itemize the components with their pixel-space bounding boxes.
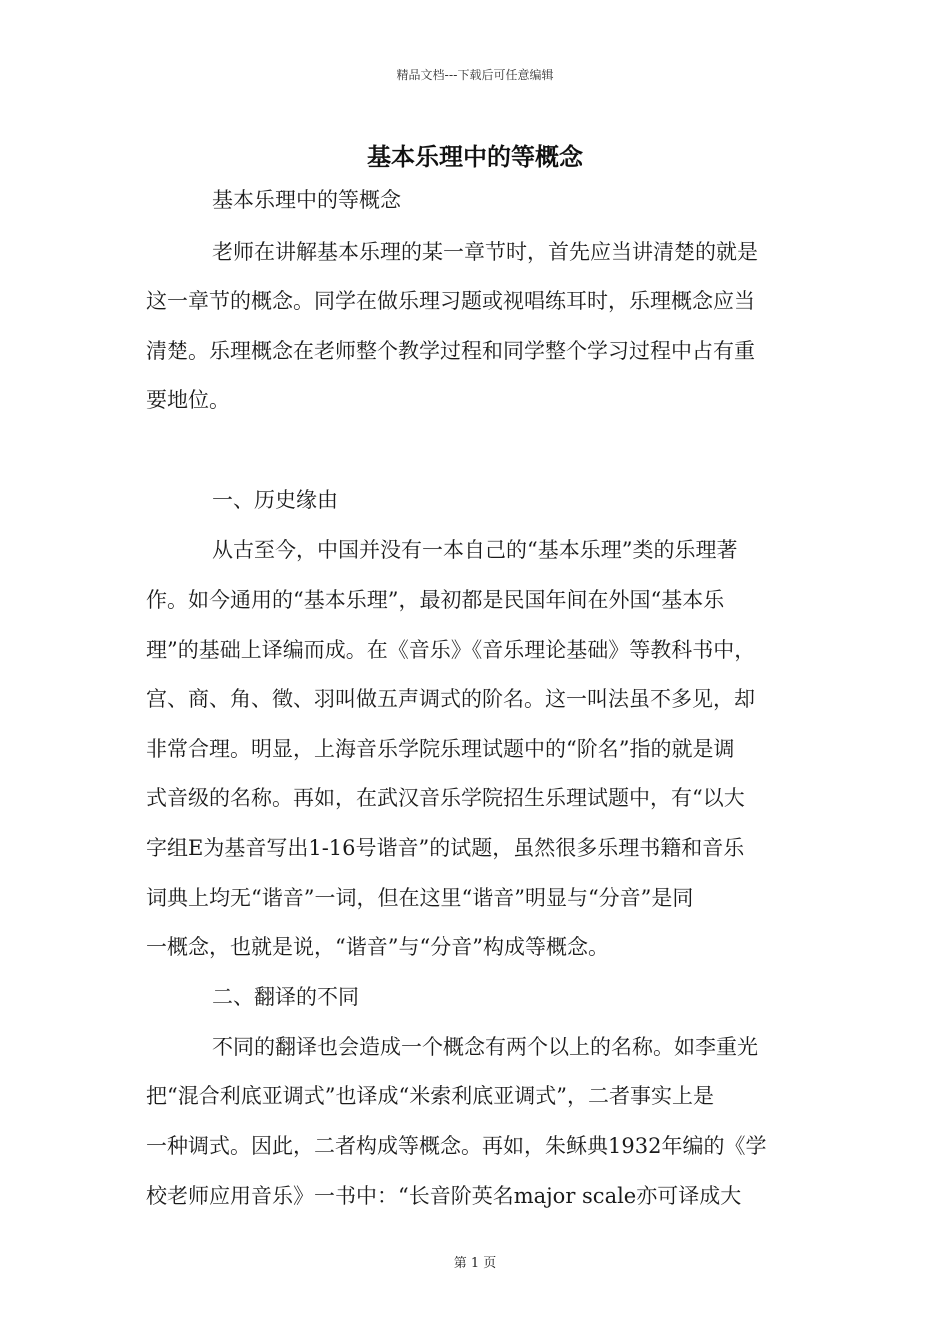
paragraph-line: 宫、商、角、徵、羽叫做五声调式的阶名。这一叫法虽不多见，却 xyxy=(146,687,755,711)
paragraph-line: 一概念，也就是说，“谐音”与“分音”构成等概念。 xyxy=(146,935,609,959)
paragraph-line: 一种调式。因此，二者构成等概念。再如，朱稣典1932年编的《学 xyxy=(146,1134,767,1158)
header-note: 精品文档---下载后可任意编辑 xyxy=(396,68,554,82)
paragraph-line: 把“混合利底亚调式”也译成“米索利底亚调式”，二者事实上是 xyxy=(146,1084,714,1108)
paragraph-line: 校老师应用音乐》一书中：“长音阶英名major scale亦可译成大 xyxy=(146,1184,742,1208)
paragraph-line: 字组E为基音写出1-16号谐音”的试题，虽然很多乐理书籍和音乐 xyxy=(146,836,745,860)
paragraph-line: 清楚。乐理概念在老师整个教学过程和同学整个学习过程中占有重 xyxy=(146,339,755,363)
paragraph-line: 要地位。 xyxy=(146,388,230,412)
paragraph-line: 理”的基础上译编而成。在《音乐》《音乐理论基础》等教科书中， xyxy=(146,638,756,662)
paragraph-line: 词典上均无“谐音”一词，但在这里“谐音”明显与“分音”是同 xyxy=(146,886,694,910)
section-heading: 二、翻译的不同 xyxy=(212,985,359,1009)
paragraph-line: 这一章节的概念。同学在做乐理习题或视唱练耳时，乐理概念应当 xyxy=(146,289,755,313)
paragraph-line: 从古至今，中国并没有一本自己的“基本乐理”类的乐理著 xyxy=(212,538,738,562)
page-number: 第 1 页 xyxy=(453,1256,497,1271)
paragraph-line: 作。如今通用的“基本乐理”，最初都是民国年间在外国“基本乐 xyxy=(146,588,725,612)
paragraph-line: 非常合理。明显，上海音乐学院乐理试题中的“阶名”指的就是调 xyxy=(146,737,735,761)
paragraph-line: 老师在讲解基本乐理的某一章节时，首先应当讲清楚的就是 xyxy=(212,240,758,264)
section-heading: 一、历史缘由 xyxy=(212,488,338,512)
subtitle-line: 基本乐理中的等概念 xyxy=(212,188,401,212)
document-title: 基本乐理中的等概念 xyxy=(367,142,583,171)
paragraph-line: 式音级的名称。再如，在武汉音乐学院招生乐理试题中，有“以大 xyxy=(146,786,745,810)
paragraph-line: 不同的翻译也会造成一个概念有两个以上的名称。如李重光 xyxy=(212,1035,758,1059)
